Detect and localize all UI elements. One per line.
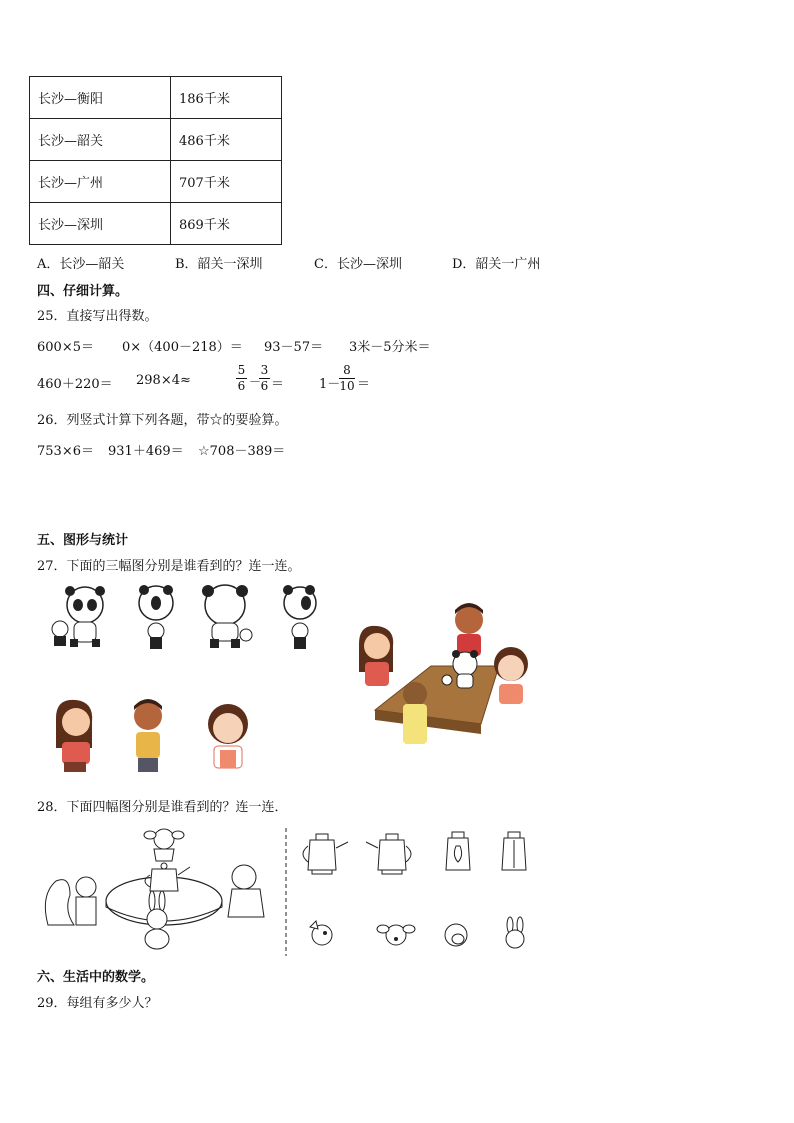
table-cell-route: 长沙—韶关 — [30, 119, 171, 161]
calc-item: ☆708－389＝ — [198, 444, 286, 459]
calc-item: 600×5＝ — [37, 340, 94, 355]
panda-view-1 — [52, 586, 105, 647]
question-26-prompt: 26．列竖式计算下列各题，带☆的要验算。 — [37, 413, 288, 428]
section-title-4: 四、仔细计算。 — [37, 284, 129, 299]
table-cell-distance: 486千米 — [171, 119, 282, 161]
squirrel — [45, 877, 96, 925]
fraction — [339, 364, 355, 393]
teapot-views — [296, 830, 541, 880]
table-cell-route: 长沙—广州 — [30, 161, 171, 203]
panda-views-illustration — [48, 585, 318, 653]
fraction-denominator: 10 — [339, 379, 355, 393]
calc-item: 0×（400－218）＝ — [122, 340, 243, 355]
teapot-view-1 — [303, 834, 348, 874]
boy-behind-table — [455, 603, 483, 656]
choice-b[interactable]: B．韶关一深圳 — [175, 257, 263, 272]
table-cell-distance: 186千米 — [171, 77, 282, 119]
girl-ponytail — [56, 700, 92, 772]
panda-view-2 — [139, 585, 173, 649]
minus-sign: － — [249, 375, 262, 389]
equals-sign: ＝ — [357, 377, 371, 392]
boy — [134, 699, 162, 772]
fraction — [259, 364, 270, 393]
girl-right — [494, 647, 528, 704]
calc-item: 93－57＝ — [264, 340, 324, 355]
section-title-6: 六、生活中的数学。 — [37, 970, 155, 985]
section-title-5: 五、图形与统计 — [37, 533, 129, 548]
table-cell-distance: 707千米 — [171, 161, 282, 203]
teapot-view-3 — [446, 832, 470, 870]
fraction-numerator: 3 — [260, 363, 269, 377]
squirrel-head — [310, 921, 332, 945]
table-row — [30, 119, 282, 161]
fraction-denominator: 6 — [237, 379, 246, 393]
distance-table — [29, 76, 282, 245]
question-27-prompt: 27．下面的三幅图分别是谁看到的？连一连。 — [37, 559, 301, 574]
table-cell-route: 长沙—衡阳 — [30, 77, 171, 119]
monkey-head — [445, 924, 467, 946]
girl-short-hair — [208, 704, 248, 768]
calc-item: 298×4≈ — [136, 373, 191, 388]
dog — [144, 829, 184, 861]
calc-lead: 1－ — [319, 377, 341, 392]
table-scene-illustration — [353, 600, 543, 750]
calc-item: 753×6＝ — [37, 444, 94, 459]
question-29-prompt: 29．每组有多少人？ — [37, 996, 158, 1011]
teapot-view-4 — [502, 832, 526, 870]
calc-item: 460＋220＝ — [37, 377, 113, 392]
fraction-denominator: 6 — [260, 379, 269, 393]
table-row — [30, 77, 282, 119]
table-cell-route: 长沙—深圳 — [30, 203, 171, 245]
rabbit-head — [506, 917, 524, 948]
monkey — [228, 865, 264, 917]
girl-left — [359, 626, 393, 686]
question-25-prompt: 25．直接写出得数。 — [37, 309, 158, 324]
child-front-back-view — [403, 682, 427, 744]
teapot-view-2 — [366, 834, 411, 874]
fraction-numerator: 5 — [237, 363, 246, 377]
animals-table-scene — [40, 825, 272, 955]
equals-sign: ＝ — [271, 377, 285, 392]
fraction-numerator: 8 — [343, 363, 351, 377]
panda-view-4 — [283, 585, 316, 649]
question-28-prompt: 28．下面四幅图分别是谁看到的？连一连． — [37, 800, 288, 815]
dog-head — [377, 925, 415, 945]
choice-d[interactable]: D．韶关一广州 — [452, 257, 541, 272]
dashed-divider — [284, 828, 288, 956]
calc-item: 931＋469＝ — [108, 444, 184, 459]
panda-view-3 — [202, 585, 252, 648]
table-row — [30, 203, 282, 245]
animal-heads — [306, 917, 536, 953]
fraction — [236, 364, 247, 393]
children-illustration — [48, 698, 258, 776]
choice-a[interactable]: A．长沙—韶关 — [37, 257, 125, 272]
table-row — [30, 161, 282, 203]
choice-c[interactable]: C．长沙—深圳 — [314, 257, 402, 272]
table-cell-distance: 869千米 — [171, 203, 282, 245]
calc-item: 3米－5分米＝ — [349, 340, 431, 355]
